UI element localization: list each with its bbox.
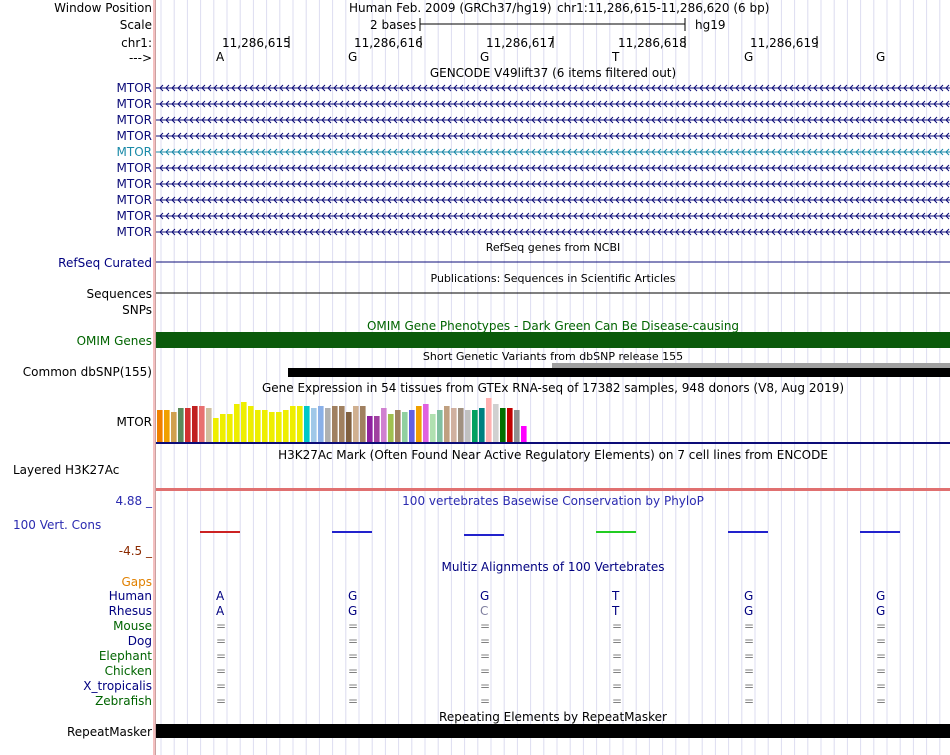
refseq-label[interactable]: RefSeq Curated <box>58 256 152 270</box>
gtex-bar[interactable] <box>241 402 247 442</box>
repeatmasker-track-title[interactable]: Repeating Elements by RepeatMasker <box>439 710 667 724</box>
alignment-base: = <box>612 649 623 663</box>
gtex-bar[interactable] <box>332 406 338 442</box>
gtex-bar[interactable] <box>192 406 198 442</box>
gtex-bar[interactable] <box>423 404 429 442</box>
gencode-track-title[interactable]: GENCODE V49lift37 (6 items filtered out) <box>429 66 677 80</box>
window-position-value[interactable]: chr1:11,286,615-11,286,620 (6 bp) <box>557 1 770 15</box>
base-letter: G <box>876 50 886 64</box>
gencode-item-label[interactable]: MTOR <box>116 97 152 111</box>
gtex-bar[interactable] <box>493 404 499 442</box>
gtex-bar[interactable] <box>437 410 443 442</box>
gtex-bar[interactable] <box>479 408 485 442</box>
omim-label[interactable]: OMIM Genes <box>76 334 152 348</box>
gtex-bar[interactable] <box>220 414 226 442</box>
gencode-item-label[interactable]: MTOR <box>116 129 152 143</box>
gtex-bar[interactable] <box>213 418 219 442</box>
alignment-base: G <box>480 589 490 603</box>
gtex-bar[interactable] <box>269 412 275 442</box>
gencode-item-label[interactable]: MTOR <box>116 161 152 175</box>
gtex-bar[interactable] <box>283 410 289 442</box>
gtex-bar[interactable] <box>486 398 492 442</box>
gtex-bar[interactable] <box>381 408 387 442</box>
base-letter: A <box>216 50 225 64</box>
gtex-bar[interactable] <box>360 406 366 442</box>
chrom-label[interactable]: chr1: <box>121 36 152 50</box>
alignment-base: C <box>480 604 489 618</box>
gencode-item-label[interactable]: MTOR <box>116 113 152 127</box>
h3k27ac-label[interactable]: Layered H3K27Ac <box>13 463 120 477</box>
alignment-base: = <box>744 619 755 633</box>
gtex-bar[interactable] <box>206 408 212 442</box>
gtex-label[interactable]: MTOR <box>116 415 152 429</box>
dbsnp-track-title[interactable]: Short Genetic Variants from dbSNP release 155 <box>422 350 684 363</box>
gtex-bar[interactable] <box>318 406 324 442</box>
alignment-base: = <box>480 634 491 648</box>
snps-label[interactable]: SNPs <box>122 303 152 317</box>
alignment-base: G <box>876 604 886 618</box>
alignment-base: = <box>744 694 755 708</box>
alignment-base: = <box>480 679 491 693</box>
base-letter: G <box>480 50 490 64</box>
gtex-bar[interactable] <box>416 406 422 442</box>
gtex-bar[interactable] <box>325 408 331 442</box>
repeatmasker-bar[interactable] <box>156 724 950 738</box>
gtex-bar[interactable] <box>311 408 317 442</box>
gtex-bar[interactable] <box>458 408 464 442</box>
alignment-base: = <box>348 634 359 648</box>
alignment-base: G <box>744 604 754 618</box>
alignment-base: = <box>216 679 227 693</box>
alignment-base: = <box>480 694 491 708</box>
gtex-bar[interactable] <box>178 408 184 442</box>
scale-label: Scale <box>119 18 152 32</box>
assembly-name[interactable]: Human Feb. 2009 (GRCh37/hg19) <box>349 1 552 15</box>
conservation-min: -4.5 _ <box>118 544 152 558</box>
gtex-bar[interactable] <box>388 414 394 442</box>
alignment-base: = <box>348 619 359 633</box>
refseq-track-title[interactable]: RefSeq genes from NCBI <box>485 241 621 254</box>
gtex-bar[interactable] <box>185 408 191 442</box>
sequences-label[interactable]: Sequences <box>86 287 152 301</box>
alignment-base: G <box>348 589 358 603</box>
alignment-base: = <box>348 664 359 678</box>
gtex-bar[interactable] <box>199 406 205 442</box>
species-label[interactable]: Mouse <box>113 619 152 633</box>
gtex-bar[interactable] <box>353 406 359 442</box>
alignment-base: = <box>876 664 887 678</box>
gtex-bar[interactable] <box>402 412 408 442</box>
alignment-base: = <box>612 619 623 633</box>
h3k27ac-signal[interactable] <box>156 488 950 491</box>
scale-db: hg19 <box>695 18 726 32</box>
alignment-base: = <box>876 649 887 663</box>
omim-bar[interactable] <box>156 332 950 348</box>
alignment-base: = <box>216 694 227 708</box>
alignment-base: = <box>612 634 623 648</box>
gtex-bar[interactable] <box>262 410 268 442</box>
alignment-base: = <box>480 664 491 678</box>
conservation-track-title[interactable]: 100 vertebrates Basewise Conservation by PhyloP <box>402 494 704 508</box>
alignment-base: = <box>876 619 887 633</box>
alignment-base: T <box>612 589 620 603</box>
gtex-bar[interactable] <box>346 412 352 442</box>
species-label[interactable]: Chicken <box>104 664 152 678</box>
conservation-label[interactable]: 100 Vert. Cons <box>13 518 102 532</box>
alignment-base: = <box>216 634 227 648</box>
gtex-bar[interactable] <box>451 408 457 442</box>
gtex-bar[interactable] <box>290 406 296 442</box>
h3k27ac-track-title[interactable]: H3K27Ac Mark (Often Found Near Active Regulatory Elements) on 7 cell lines from ENCODE <box>278 448 828 462</box>
gencode-item-label[interactable]: MTOR <box>116 145 152 159</box>
species-label[interactable]: Human <box>108 589 152 603</box>
alignment-base: = <box>744 649 755 663</box>
alignment-base: = <box>876 694 887 708</box>
alignment-base: = <box>216 619 227 633</box>
omim-track-title[interactable]: OMIM Gene Phenotypes - Dark Green Can Be Disease-causing <box>366 319 740 333</box>
gtex-bar[interactable] <box>374 416 380 442</box>
conservation-max: 4.88 _ <box>115 494 152 508</box>
multiz-track-title[interactable]: Multiz Alignments of 100 Vertebrates <box>441 560 665 574</box>
gtex-bar[interactable] <box>276 412 282 442</box>
gtex-bar[interactable] <box>227 414 233 442</box>
base-letter: G <box>348 50 358 64</box>
strand-arrow-label[interactable]: ---> <box>128 51 152 65</box>
gtex-bar[interactable] <box>157 410 163 442</box>
alignment-base: G <box>744 589 754 603</box>
alignment-base: = <box>216 649 227 663</box>
gtex-bar[interactable] <box>521 426 527 442</box>
gtex-bar[interactable] <box>248 406 254 442</box>
coordinate-label: 11,286,616 <box>354 36 423 50</box>
gtex-bar[interactable] <box>164 410 170 442</box>
alignment-base: = <box>612 664 623 678</box>
gtex-bar[interactable] <box>444 406 450 442</box>
gtex-bar[interactable] <box>507 408 513 442</box>
gencode-item-label[interactable]: MTOR <box>116 209 152 223</box>
alignment-base: = <box>744 634 755 648</box>
alignment-base: A <box>216 604 225 618</box>
base-letter: T <box>612 50 620 64</box>
gtex-track-title[interactable]: Gene Expression in 54 tissues from GTEx RNA-seq of 17382 samples, 948 donors (V8, Aug 2019) <box>261 381 845 395</box>
alignment-base: = <box>348 679 359 693</box>
gtex-bar[interactable] <box>472 410 478 442</box>
coordinate-label: 11,286,615 <box>222 36 291 50</box>
gtex-bar[interactable] <box>297 406 303 442</box>
alignment-base: G <box>876 589 886 603</box>
alignment-base: T <box>612 604 620 618</box>
alignment-base: = <box>876 634 887 648</box>
gencode-item-label[interactable]: MTOR <box>116 193 152 207</box>
gtex-bar[interactable] <box>395 410 401 442</box>
species-label[interactable]: X_tropicalis <box>83 679 152 693</box>
gencode-item-label[interactable]: MTOR <box>116 225 152 239</box>
gtex-bar[interactable] <box>339 406 345 442</box>
species-label[interactable]: Zebrafish <box>95 694 152 708</box>
repeatmasker-label[interactable]: RepeatMasker <box>66 725 152 739</box>
gencode-item-label[interactable]: MTOR <box>116 81 152 95</box>
scale-value: 2 bases <box>370 18 417 32</box>
alignment-base: = <box>612 679 623 693</box>
publications-track-title[interactable]: Publications: Sequences in Scientific Articles <box>430 272 676 285</box>
coordinate-label: 11,286,617 <box>486 36 555 50</box>
dbsnp-black-bar[interactable] <box>288 368 950 377</box>
alignment-base: = <box>480 619 491 633</box>
gaps-label[interactable]: Gaps <box>121 575 152 589</box>
coordinate-label: 11,286,619 <box>750 36 819 50</box>
base-letter: G <box>744 50 754 64</box>
gencode-item-label[interactable]: MTOR <box>116 177 152 191</box>
gtex-bar[interactable] <box>430 414 436 442</box>
gtex-bar[interactable] <box>234 404 240 442</box>
gtex-bar[interactable] <box>409 410 415 442</box>
species-label[interactable]: Rhesus <box>108 604 152 618</box>
gtex-bar[interactable] <box>304 406 310 442</box>
coordinate-label: 11,286,618 <box>618 36 687 50</box>
alignment-base: G <box>348 604 358 618</box>
window-position-label: Window Position <box>54 1 152 15</box>
alignment-base: = <box>216 664 227 678</box>
dbsnp-label[interactable]: Common dbSNP(155) <box>22 365 152 379</box>
alignment-base: = <box>480 649 491 663</box>
gtex-bar[interactable] <box>500 408 506 442</box>
species-label[interactable]: Elephant <box>98 649 152 663</box>
alignment-base: = <box>744 664 755 678</box>
alignment-base: = <box>876 679 887 693</box>
gtex-bar[interactable] <box>514 410 520 442</box>
species-label[interactable]: Dog <box>127 634 152 648</box>
gtex-bar[interactable] <box>255 410 261 442</box>
alignment-base: = <box>348 649 359 663</box>
gtex-bar[interactable] <box>171 412 177 442</box>
alignment-base: = <box>612 694 623 708</box>
alignment-base: = <box>348 694 359 708</box>
gtex-bar[interactable] <box>465 410 471 442</box>
gtex-bar[interactable] <box>367 416 373 442</box>
label-divider-line <box>155 0 156 755</box>
alignment-base: = <box>744 679 755 693</box>
alignment-base: A <box>216 589 225 603</box>
